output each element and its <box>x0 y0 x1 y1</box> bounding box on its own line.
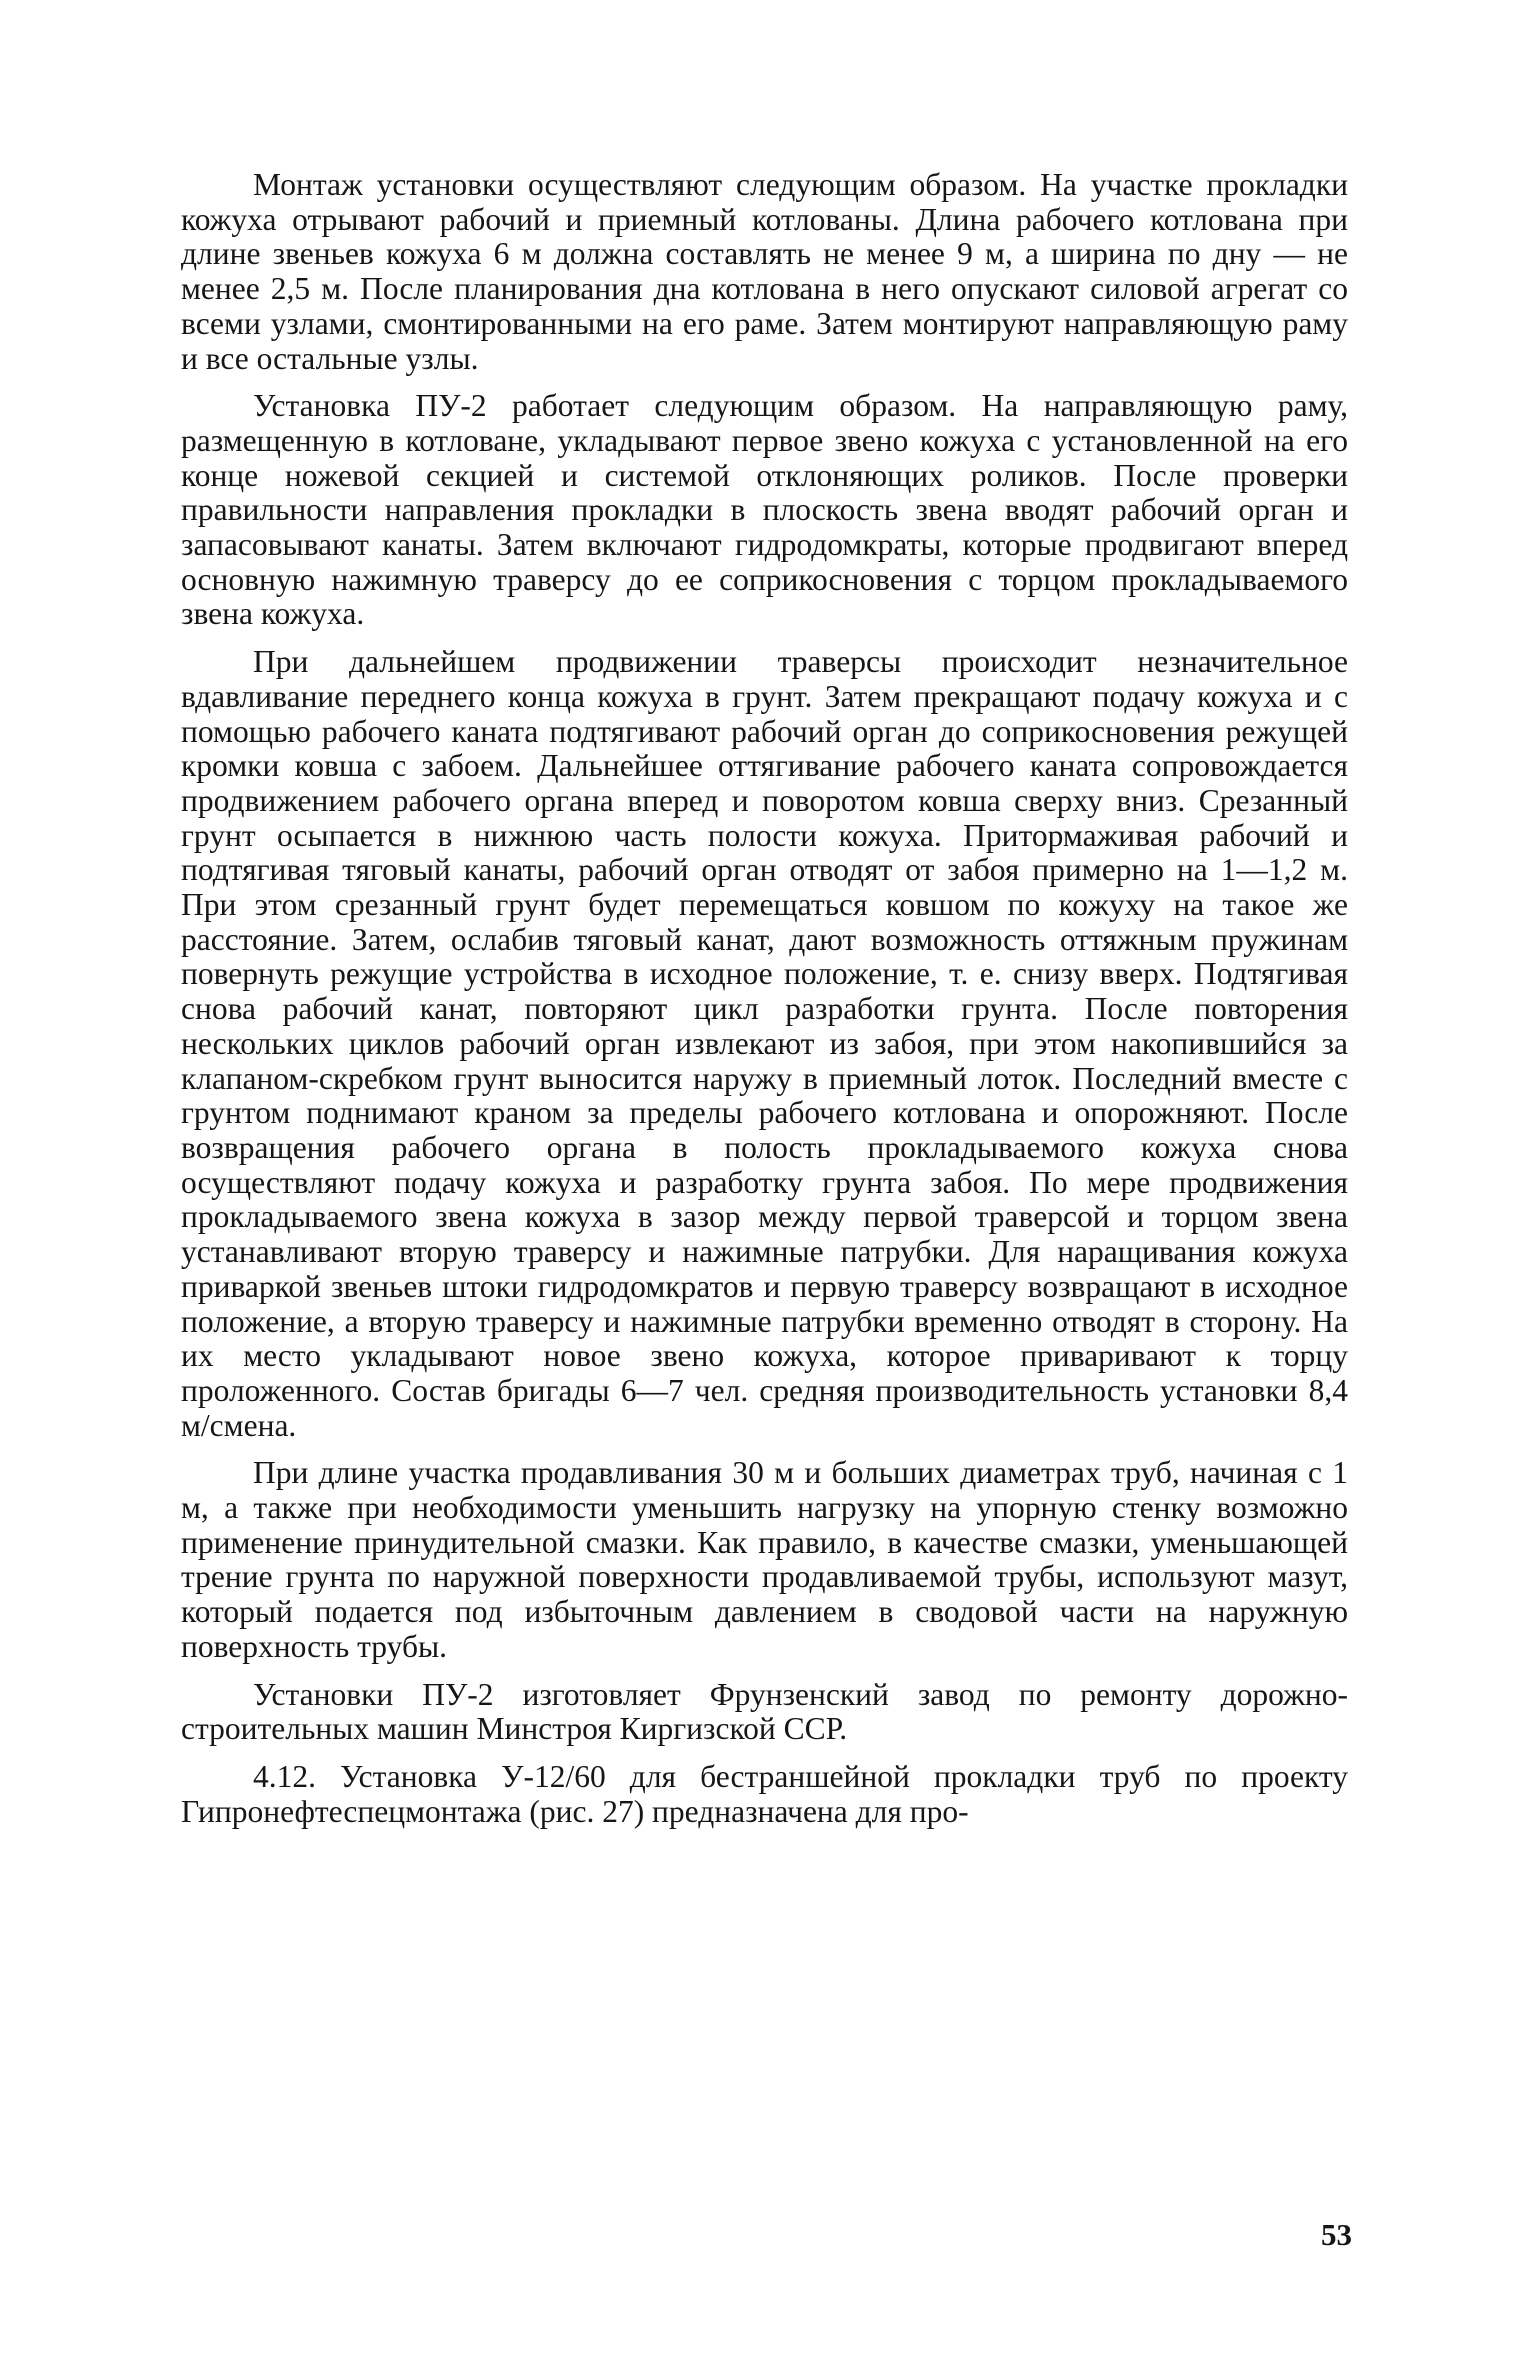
paragraph-installation-mounting: Монтаж установки осуществляют следующим образом. На участке прокладки кожуха отрывают рабочий и приемный котлованы. Длина рабочего котлована при длине звеньев кожуха 6 м должна составлять не менее 9 м, а ширина по дну — не менее 2,5 м. После планирования дна котлована в него опускают силовой агрегат со всеми узлами, смонтированными на его раме. Затем монтируют направляющую раму и все остальные узлы. <box>181 167 1348 376</box>
paragraph-manufacturer: Установки ПУ-2 изготовляет Фрунзенский завод по ремонту дорожно-строительных машин Минстроя Киргизской ССР. <box>181 1676 1348 1747</box>
page-number: 53 <box>1321 2217 1352 2252</box>
page-text-body <box>181 168 1348 1842</box>
paragraph-forced-lubrication: При длине участка продавливания 30 м и больших диаметрах труб, начиная с 1 м, а также при необходимости уменьшить нагрузку на упорную стенку возможно применение принудительной смазки. Как правило, в качестве смазки, уменьшающей трение грунта по наружной поверхности продавливаемой трубы, используют мазут, который подается под избыточным давлением в сводовой части на наружную поверхность трубы. <box>181 1455 1348 1664</box>
paragraph-pu2-operation: Установка ПУ-2 работает следующим образом. На направляющую раму, размещенную в котловане, укладывают первое звено кожуха с установленной на его конце ножевой секцией и системой отклоняющих роликов. После проверки правильности направления прокладки в плоскость звена вводят рабочий орган и запасовывают канаты. Затем включают гидродомкраты, которые продвигают вперед основную нажимную траверсу до ее соприкосновения с торцом прокладываемого звена кожуха. <box>181 388 1348 632</box>
paragraph-traverse-advance: При дальнейшем продвижении траверсы происходит незначительное вдавливание переднего конца кожуха в грунт. Затем прекращают подачу кожуха и с помощью рабочего каната подтягивают рабочий орган до соприкосновения режущей кромки ковша с забоем. Дальнейшее оттягивание рабочего каната сопровождается продвижением рабочего органа вперед и поворотом ковша сверху вниз. Срезанный грунт осыпается в нижнюю часть полости кожуха. Притормаживая рабочий и подтягивая тяговый канаты, рабочий орган отводят от забоя примерно на 1—1,2 м. При этом срезанный грунт будет перемещаться ковшом по кожуху на такое же расстояние. Затем, ослабив тяговый канат, дают возможность оттяжным пружинам повернуть режущие устройства в исходное положение, т. е. снизу вверх. Подтягивая снова рабочий канат, повторяют цикл разработки грунта. После повторения нескольких циклов рабочий орган извлекают из забоя, при этом накопившийся за клапаном-скребком грунт выносится наружу в приемный лоток. Последний вместе с грунтом поднимают краном за пределы рабочего котлована и опорожняют. После возвращения рабочего органа в полость прокладываемого кожуха снова осуществляют подачу кожуха и разработку грунта забоя. По мере продвижения прокладываемого звена кожуха в зазор между первой траверсой и торцом звена устанавливают вторую траверсу и нажимные патрубки. Для наращивания кожуха приваркой звеньев штоки гидродомкратов и первую траверсу возвращают в исходное положение, а вторую траверсу и нажимные патрубки временно отводят в сторону. На их место укладывают новое звено кожуха, которое приваривают к торцу проложенного. Состав бригады 6—7 чел. средняя производительность установки 8,4 м/смена. <box>181 644 1348 1443</box>
paragraph-u12-60-intro: 4.12. Установка У-12/60 для бестраншейной прокладки труб по проекту Гипронефтеспецмонтажа (рис. 27) предназначена для про- <box>181 1758 1348 1829</box>
